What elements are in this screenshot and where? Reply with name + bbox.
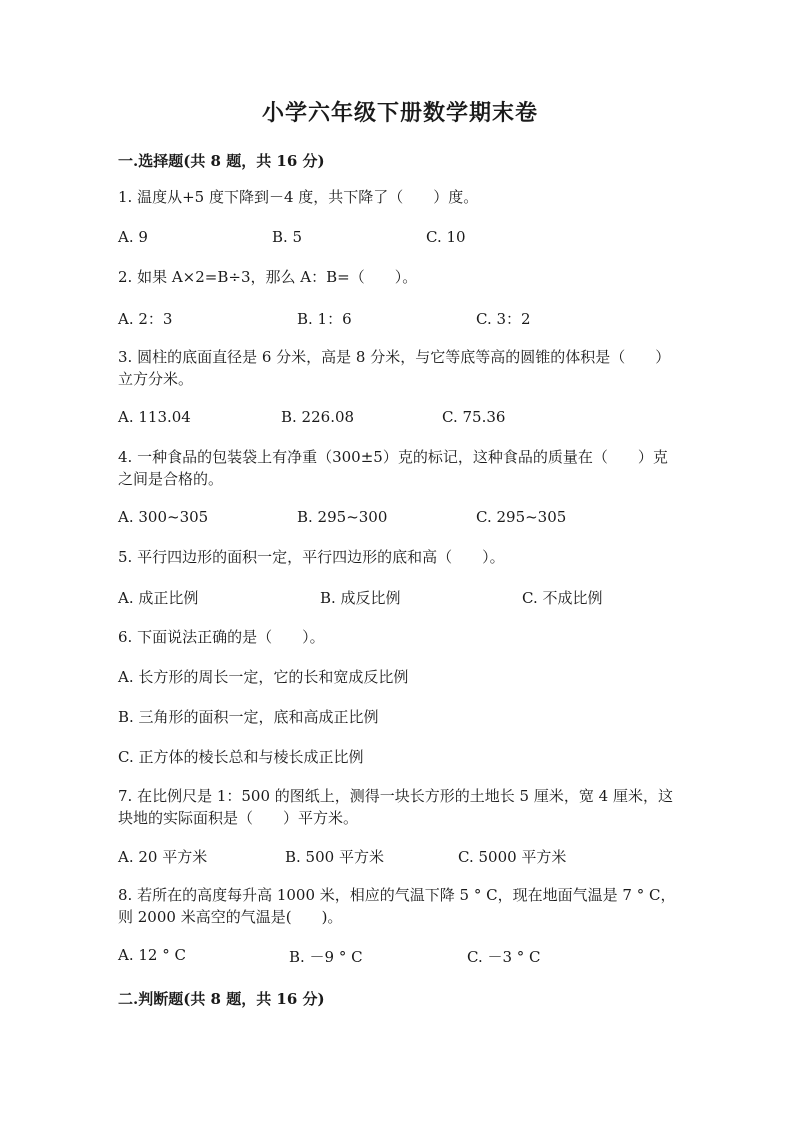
question-stem: 2. 如果 A×2=B÷3，那么 A：B=（ ）。 bbox=[118, 268, 418, 286]
option-a: A. 12 ° C bbox=[118, 946, 186, 964]
section-heading-choice: 一.选择题(共 8 题，共 16 分) bbox=[118, 152, 325, 170]
question-stem: 8. 若所在的高度每升高 1000 米，相应的气温下降 5 ° C，现在地面气温是 7 ° C，则 2000 米高空的气温是( )。 bbox=[118, 886, 676, 926]
option-b: B. 5 bbox=[272, 228, 303, 246]
question-stem: 1. 温度从+5 度下降到－4 度，共下降了（ ）度。 bbox=[118, 188, 479, 206]
question-stem: 4. 一种食品的包装袋上有净重（300±5）克的标记，这种食品的质量在（ ）克之间是合格的。 bbox=[118, 448, 668, 488]
option-c: C. 3：2 bbox=[476, 310, 531, 328]
option-c: C. －3 ° C bbox=[467, 948, 541, 966]
option-a: A. 300~305 bbox=[118, 508, 209, 526]
option-c: C. 10 bbox=[426, 228, 466, 246]
option-a: A. 113.04 bbox=[118, 408, 191, 426]
option-b: B. 226.08 bbox=[281, 408, 355, 426]
option-a: A. 成正比例 bbox=[118, 589, 199, 607]
question-stem: 7. 在比例尺是 1：500 的图纸上，测得一块长方形的土地长 5 厘米，宽 4 厘米，这块地的实际面积是（ ）平方米。 bbox=[118, 787, 673, 827]
page-title: 小学六年级下册数学期末卷 bbox=[261, 100, 538, 126]
option-c: C. 不成比例 bbox=[522, 589, 603, 607]
section-heading-judgment: 二.判断题(共 8 题，共 16 分) bbox=[118, 990, 325, 1008]
option-b: B. 成反比例 bbox=[320, 589, 401, 607]
question-stem: 3. 圆柱的底面直径是 6 分米，高是 8 分米，与它等底等高的圆锥的体积是（ ）立方分米。 bbox=[118, 348, 671, 388]
option-b: B. －9 ° C bbox=[289, 948, 363, 966]
option-c: C. 正方体的棱长总和与棱长成正比例 bbox=[118, 748, 364, 766]
option-b: B. 295~300 bbox=[297, 508, 388, 526]
option-b: B. 1：6 bbox=[297, 310, 352, 328]
option-c: C. 75.36 bbox=[442, 408, 506, 426]
question-stem: 6. 下面说法正确的是（ ）。 bbox=[118, 628, 325, 646]
question-stem: 5. 平行四边形的面积一定，平行四边形的底和高（ ）。 bbox=[118, 548, 505, 566]
option-a: A. 20 平方米 bbox=[118, 848, 208, 866]
option-b: B. 三角形的面积一定，底和高成正比例 bbox=[118, 708, 379, 726]
option-a: A. 9 bbox=[118, 228, 148, 246]
option-a: A. 2：3 bbox=[118, 310, 173, 328]
option-b: B. 500 平方米 bbox=[285, 848, 384, 866]
option-c: C. 5000 平方米 bbox=[458, 848, 567, 866]
option-a: A. 长方形的周长一定，它的长和宽成反比例 bbox=[118, 668, 409, 686]
option-c: C. 295~305 bbox=[476, 508, 567, 526]
